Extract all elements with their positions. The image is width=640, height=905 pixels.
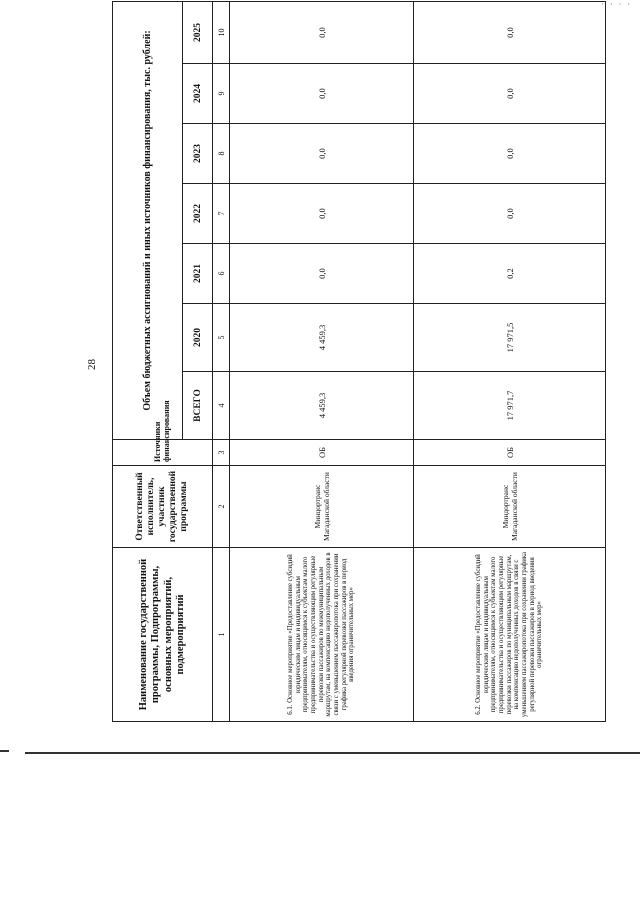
row-responsible: Миндортранс Магаданской области xyxy=(414,466,606,548)
header-year-total: ВСЕГО xyxy=(183,372,213,440)
row-value-2023: 0,0 xyxy=(230,124,414,184)
financing-table xyxy=(112,1,606,722)
table-row xyxy=(414,1,606,721)
header-year-2022: 2022 xyxy=(183,184,213,244)
row-value-2021: 0,0 xyxy=(230,244,414,304)
row-value-2020: 17 971,5 xyxy=(414,304,606,372)
header-volume: Объем бюджетных ассигнований и иных источников финансирования, тыс. рублей: xyxy=(113,1,183,439)
row-value-2023: 0,0 xyxy=(414,124,606,184)
header-year-2020: 2020 xyxy=(183,304,213,372)
column-number: 5 xyxy=(213,304,230,372)
header-year-2024: 2024 xyxy=(183,64,213,124)
column-number: 1 xyxy=(213,548,230,722)
header-name: Наименование государственной программы, Подпрограммы, основных мероприятий, подмероприятий xyxy=(113,548,213,722)
scan-marks: · · · · xyxy=(601,0,632,9)
row-source: ОБ xyxy=(230,440,414,466)
column-number: 3 xyxy=(213,440,230,466)
row-name-6-1: 6.1. Основное мероприятие «Предоставление субсидий юридическим лицам и индивидуальным предпринимателям, относящимся к субъектам малого предпринимательства и осуществляющим регулярные перевозки пассажиров по межмуниципальным маршрутам, на компенсацию недополученных доходов в связи с уменьшением пассажиропотока при сохранении графика регулярной перевозки пассажиров в период введения ограничительных мер» xyxy=(230,548,414,722)
header-year-2021: 2021 xyxy=(183,244,213,304)
column-number: 10 xyxy=(213,1,230,63)
rotated-table-container xyxy=(112,2,600,722)
column-number: 2 xyxy=(213,466,230,548)
column-number: 4 xyxy=(213,372,230,440)
scan-artifact-line xyxy=(25,752,640,754)
row-value-2022: 0,0 xyxy=(230,184,414,244)
row-value-2025: 0,0 xyxy=(230,1,414,63)
column-number-row xyxy=(213,1,230,721)
row-value-total: 4 459,3 xyxy=(230,372,414,440)
row-value-2022: 0,0 xyxy=(414,184,606,244)
row-value-2024: 0,0 xyxy=(414,64,606,124)
column-number: 8 xyxy=(213,124,230,184)
row-value-2025: 0,0 xyxy=(414,1,606,63)
row-value-2021: 0,2 xyxy=(414,244,606,304)
row-value-2020: 4 459,3 xyxy=(230,304,414,372)
row-responsible: Минцортранс Магаданской области xyxy=(230,466,414,548)
row-value-2024: 0,0 xyxy=(230,64,414,124)
page-number: 28 xyxy=(86,359,98,370)
header-year-2025: 2025 xyxy=(183,1,213,63)
header-year-2023: 2023 xyxy=(183,124,213,184)
column-number: 6 xyxy=(213,244,230,304)
header-responsible: Ответственный исполнитель, участник государственной программы xyxy=(113,466,213,548)
row-value-total: 17 971,7 xyxy=(414,372,606,440)
scan-artifact-dash xyxy=(0,750,9,752)
header-source: Источники финансирования xyxy=(113,440,213,466)
row-name-6-2: 6.2. Основное мероприятие «Предоставление субсидий юридическим лицам и индивидуальным предпринимателям, относящимся к субъектам малого предпринимательства и осуществляющим регулярные перевозки пассажиров по муниципальным маршрутам, на компенсацию недополученных доходов в связи с уменьшением пассажиропотока при сохранении графика регулярной перевозки пассажиров в период введения ограничительных мер» xyxy=(414,548,606,722)
row-source: ОБ xyxy=(414,440,606,466)
column-number: 9 xyxy=(213,64,230,124)
header-row-1 xyxy=(113,1,183,721)
table-row xyxy=(230,1,414,721)
column-number: 7 xyxy=(213,184,230,244)
